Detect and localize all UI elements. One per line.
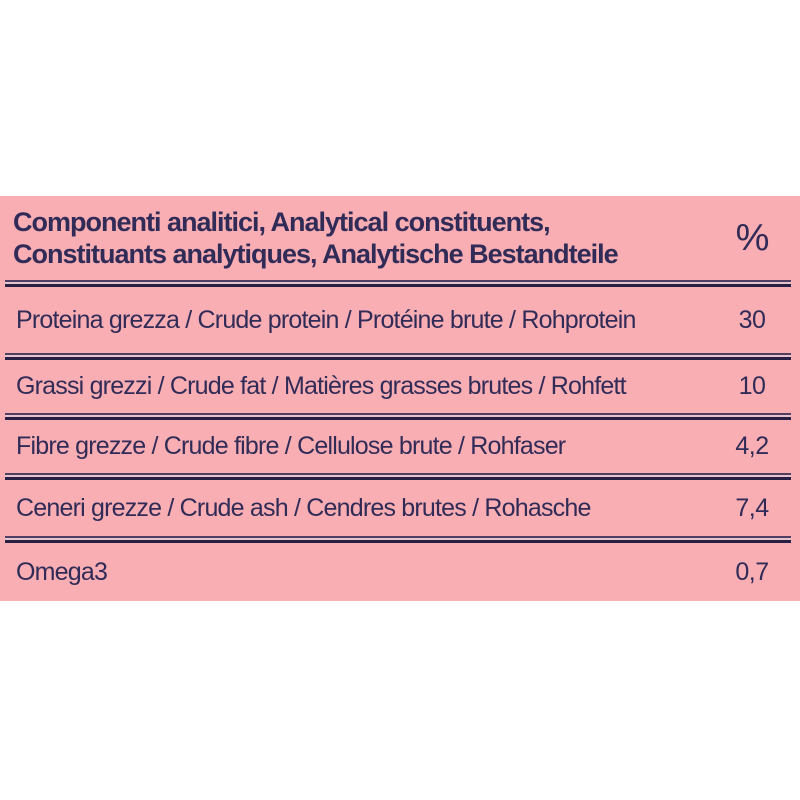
- row-label: Grassi grezzi / Crude fat / Matières grasses brutes / Rohfett: [16, 372, 626, 400]
- row-rule: [5, 536, 791, 543]
- row-label: Omega3: [16, 557, 108, 586]
- table-row: [0, 480, 800, 536]
- table-header: [0, 196, 800, 280]
- table-row: [0, 287, 800, 353]
- row-value: 10: [738, 372, 766, 400]
- row-rule: [5, 413, 791, 420]
- row-value: 30: [738, 305, 766, 334]
- table-title: [13, 206, 704, 270]
- row-rule: [5, 473, 791, 480]
- analytical-constituents-table: [0, 196, 800, 601]
- row-value: 7,4: [735, 493, 769, 522]
- row-label: Proteina grezza / Crude protein / Protéine brute / Rohprotein: [16, 305, 636, 334]
- table-title-line2: Constituants analytiques, Analytische Bestandteile: [13, 239, 618, 269]
- table-row: [0, 360, 800, 413]
- table-row: [0, 543, 800, 601]
- row-value: 4,2: [735, 432, 769, 460]
- percent-column-header: %: [735, 216, 769, 259]
- header-rule: [5, 280, 791, 287]
- table-row: [0, 420, 800, 473]
- row-rule: [5, 353, 791, 360]
- row-label: Fibre grezze / Crude fibre / Cellulose brute / Rohfaser: [16, 432, 566, 460]
- row-label: Ceneri grezze / Crude ash / Cendres brutes / Rohasche: [16, 493, 591, 522]
- row-value: 0,7: [735, 557, 769, 586]
- table-title-line1: Componenti analitici, Analytical constituents,: [13, 207, 550, 237]
